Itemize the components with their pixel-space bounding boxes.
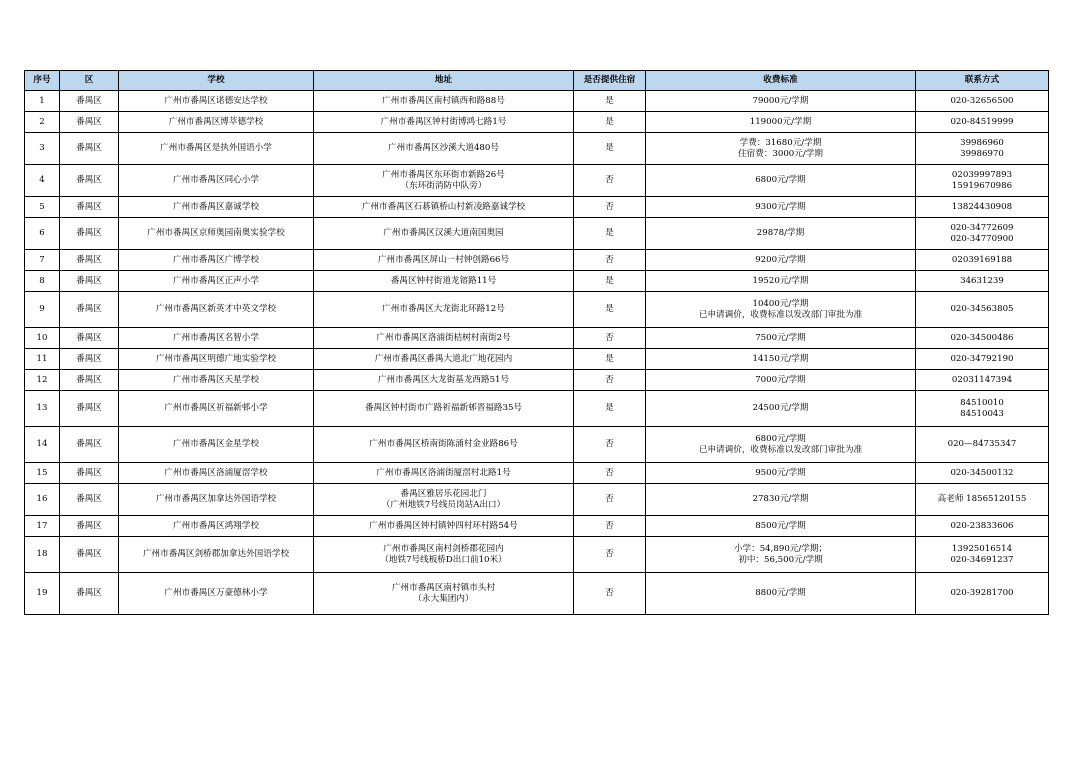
cell-school-line: 广州市番禺区同心小学 (173, 175, 259, 185)
cell-school-line: 广州市番禺区鸿翔学校 (173, 520, 259, 531)
cell-boarding: 是 (574, 91, 646, 112)
cell-address-line: 广州市番禺区屏山一村钟创路66号 (377, 254, 510, 265)
cell-district: 番禺区 (60, 292, 119, 328)
cell-address-line: 广州市番禺区南村剑桥郡花园内 (383, 543, 504, 554)
cell-boarding: 是 (574, 218, 646, 250)
school-fee-table (24, 70, 1049, 615)
cell-school (119, 349, 314, 370)
cell-district: 番禺区 (60, 349, 119, 370)
cell-contact-line: 020—84735347 (947, 439, 1017, 449)
cell-contact (916, 91, 1049, 112)
cell-boarding: 是 (574, 292, 646, 328)
cell-contact-line: 020-34500486 (950, 332, 1014, 343)
cell-address-line: 广州市番禺区石碁镇桥山村新凌路嘉诚学校 (361, 201, 526, 212)
cell-contact-line: 020-23833606 (950, 520, 1014, 531)
cell-fee-line: 6800元/学期 (755, 433, 806, 444)
cell-school (119, 112, 314, 133)
cell-fee-line: 19520元/学期 (752, 275, 809, 286)
cell-address (314, 112, 574, 133)
cell-no: 19 (25, 573, 60, 615)
cell-address (314, 91, 574, 112)
cell-address (314, 427, 574, 463)
cell-address (314, 463, 574, 484)
cell-no: 10 (25, 328, 60, 349)
cell-fee-line: 已申请调价，收费标准以发改部门审批为准 (698, 444, 863, 455)
cell-address-line: 广州市番禺区桥南街陈涌村金业路86号 (369, 439, 518, 449)
cell-district: 番禺区 (60, 271, 119, 292)
cell-school (119, 133, 314, 165)
cell-contact (916, 573, 1049, 615)
table-body (25, 91, 1049, 615)
header-fee: 收费标准 (646, 71, 916, 91)
cell-boarding: 否 (574, 370, 646, 391)
table-row (25, 370, 1049, 391)
cell-boarding: 否 (574, 328, 646, 349)
cell-no: 16 (25, 484, 60, 516)
cell-school-line: 广州市番禺区京师奥园南奥实验学校 (147, 228, 285, 238)
cell-school (119, 250, 314, 271)
cell-boarding: 否 (574, 516, 646, 537)
cell-address (314, 165, 574, 197)
cell-boarding: 否 (574, 427, 646, 463)
cell-contact-line: 13925016514 (951, 543, 1013, 554)
cell-district: 番禺区 (60, 484, 119, 516)
table-row (25, 349, 1049, 370)
cell-contact-line: 020-34691237 (950, 554, 1014, 565)
cell-contact-line: 020-34772609 (950, 222, 1014, 233)
cell-school (119, 537, 314, 573)
cell-address (314, 218, 574, 250)
cell-contact (916, 112, 1049, 133)
cell-no: 7 (25, 250, 60, 271)
header-address: 地址 (314, 71, 574, 91)
cell-address (314, 573, 574, 615)
table-row (25, 271, 1049, 292)
cell-address-line: 广州市番禺区番禺大道北广地花园内 (374, 353, 513, 364)
cell-district: 番禺区 (60, 463, 119, 484)
cell-school (119, 328, 314, 349)
cell-address-line: 广州市番禺区钟村街博鸿七路1号 (380, 116, 507, 127)
cell-address-line: 番禺区雅居乐花园北门 (400, 488, 487, 499)
cell-address-line: 广州市番禺区大龙街基龙西路51号 (377, 374, 510, 385)
cell-school (119, 427, 314, 463)
cell-no: 4 (25, 165, 60, 197)
cell-contact (916, 292, 1049, 328)
cell-district: 番禺区 (60, 197, 119, 218)
cell-no: 2 (25, 112, 60, 133)
cell-contact (916, 537, 1049, 573)
cell-address (314, 537, 574, 573)
cell-fee (646, 328, 916, 349)
cell-contact-line: 84510010 (960, 397, 1004, 408)
cell-school-line: 广州市番禺区名智小学 (173, 332, 259, 343)
cell-boarding: 是 (574, 349, 646, 370)
cell-address (314, 133, 574, 165)
cell-address-line: 广州市番禺区洛浦街桔树村南街2号 (376, 332, 511, 343)
cell-fee-line: 小学：54,890元/学期； (733, 543, 828, 554)
cell-boarding: 否 (574, 250, 646, 271)
cell-school-line: 广州市番禺区诺德安达学校 (164, 95, 268, 106)
cell-contact (916, 463, 1049, 484)
cell-contact (916, 391, 1049, 427)
cell-fee-line: 27830元/学期 (752, 494, 809, 504)
cell-fee-line: 9500元/学期 (755, 467, 806, 478)
cell-no: 14 (25, 427, 60, 463)
cell-fee-line: 学费：31680元/学期 (739, 137, 822, 148)
header-contact: 联系方式 (916, 71, 1049, 91)
cell-address (314, 370, 574, 391)
cell-school-line: 广州市番禺区金星学校 (173, 439, 259, 449)
cell-address-line: （广州地铁7号线员岗站A出口） (381, 499, 506, 510)
cell-fee-line: 8500元/学期 (755, 520, 806, 531)
cell-district: 番禺区 (60, 427, 119, 463)
cell-contact (916, 271, 1049, 292)
cell-address (314, 250, 574, 271)
cell-address-line: 番禺区钟村街道龙镕路11号 (390, 275, 497, 286)
cell-fee-line: 住宿费：3000元/学期 (738, 148, 823, 159)
cell-fee (646, 516, 916, 537)
cell-fee-line: 9300元/学期 (755, 201, 806, 212)
cell-district: 番禺区 (60, 133, 119, 165)
cell-no: 6 (25, 218, 60, 250)
header-no: 序号 (25, 71, 60, 91)
cell-no: 11 (25, 349, 60, 370)
cell-address-line: 广州市番禺区洛浦街厦滘村北路1号 (376, 467, 511, 478)
cell-address (314, 349, 574, 370)
cell-address (314, 197, 574, 218)
cell-boarding: 否 (574, 573, 646, 615)
cell-no: 13 (25, 391, 60, 427)
cell-district: 番禺区 (60, 328, 119, 349)
cell-district: 番禺区 (60, 391, 119, 427)
header-boarding: 是否提供住宿 (574, 71, 646, 91)
cell-address-line: 广州市番禺区钟村镇钟四村环村路54号 (369, 520, 518, 531)
cell-contact (916, 484, 1049, 516)
cell-fee (646, 112, 916, 133)
cell-school-line: 广州市番禺区明德广地实验学校 (155, 353, 277, 364)
table-row (25, 484, 1049, 516)
table-row (25, 328, 1049, 349)
cell-contact-line: 13824430908 (951, 201, 1013, 212)
cell-school (119, 370, 314, 391)
cell-address-line: 广州市番禺区东环街市新路26号 (382, 169, 505, 180)
cell-address (314, 516, 574, 537)
cell-contact-line: 02039997893 (951, 169, 1013, 180)
cell-no: 8 (25, 271, 60, 292)
cell-school-line: 广州市番禺区祈福新邨小学 (164, 403, 268, 413)
cell-contact-line: 39986960 (960, 137, 1004, 148)
cell-fee-line: 7500元/学期 (755, 332, 806, 343)
cell-fee-line: 8800元/学期 (755, 588, 806, 598)
cell-contact (916, 328, 1049, 349)
cell-school (119, 91, 314, 112)
header-row (25, 71, 1049, 91)
cell-address (314, 391, 574, 427)
cell-address (314, 271, 574, 292)
cell-fee-line: 79000元/学期 (752, 95, 809, 106)
cell-address-line: （地铁7号线板桥D出口前10米） (380, 554, 507, 565)
cell-no: 18 (25, 537, 60, 573)
cell-fee (646, 271, 916, 292)
cell-contact-line: 84510043 (960, 408, 1004, 419)
cell-fee-line: 29878/学期 (756, 228, 805, 238)
cell-school (119, 516, 314, 537)
cell-school-line: 广州市番禺区广博学校 (173, 254, 259, 265)
cell-contact-line: 02031147394 (951, 374, 1013, 385)
cell-school-line: 广州市番禺区洛浦厦滘学校 (164, 467, 268, 478)
table-row (25, 250, 1049, 271)
cell-address-line: （永大集团内） (413, 593, 474, 604)
cell-school-line: 广州市番禺区天星学校 (173, 374, 259, 385)
cell-contact (916, 516, 1049, 537)
table-row (25, 463, 1049, 484)
cell-address (314, 484, 574, 516)
cell-district: 番禺区 (60, 250, 119, 271)
cell-address-line: 广州市番禺区沙溪大道480号 (388, 143, 499, 153)
cell-fee (646, 91, 916, 112)
cell-school-line: 广州市番禺区加拿达外国语学校 (155, 494, 277, 504)
cell-fee-line: 已申请调价，收费标准以发改部门审批为准 (698, 309, 863, 320)
cell-fee (646, 165, 916, 197)
cell-fee-line: 7000元/学期 (755, 374, 806, 385)
cell-no: 15 (25, 463, 60, 484)
cell-address (314, 328, 574, 349)
cell-no: 5 (25, 197, 60, 218)
cell-fee-line: 初中：56,500元/学期 (738, 554, 823, 565)
table-row (25, 218, 1049, 250)
cell-fee-line: 9200元/学期 (755, 254, 806, 265)
cell-fee-line: 6800元/学期 (755, 175, 806, 185)
cell-contact-line: 020-34563805 (950, 304, 1014, 314)
header-district: 区 (60, 71, 119, 91)
cell-school (119, 218, 314, 250)
cell-no: 1 (25, 91, 60, 112)
cell-address-line: （东环街消防中队旁） (400, 180, 487, 191)
cell-no: 9 (25, 292, 60, 328)
cell-boarding: 否 (574, 484, 646, 516)
cell-fee (646, 197, 916, 218)
cell-contact-line: 020-34770900 (950, 233, 1014, 244)
cell-contact (916, 218, 1049, 250)
cell-district: 番禺区 (60, 112, 119, 133)
cell-contact-line: 39986970 (960, 148, 1004, 159)
cell-school (119, 197, 314, 218)
cell-school-line: 广州市番禺区新英才中英文学校 (155, 304, 277, 314)
cell-fee-line: 10400元/学期 (752, 298, 809, 309)
table-row (25, 537, 1049, 573)
header-school: 学校 (119, 71, 314, 91)
cell-contact (916, 197, 1049, 218)
cell-contact-line: 02039169188 (951, 254, 1013, 265)
cell-school (119, 165, 314, 197)
cell-fee (646, 391, 916, 427)
cell-address-line: 广州市番禺区南村镇市头村 (391, 582, 496, 593)
cell-boarding: 否 (574, 197, 646, 218)
cell-fee (646, 133, 916, 165)
table-row (25, 112, 1049, 133)
cell-district: 番禺区 (60, 370, 119, 391)
cell-contact-line: 020-34500132 (950, 467, 1014, 478)
cell-contact-line: 020-84519999 (950, 116, 1014, 127)
cell-contact (916, 250, 1049, 271)
cell-address-line: 番禺区钟村街市广路祈福新邨晋福路35号 (364, 403, 523, 413)
cell-school (119, 573, 314, 615)
cell-contact (916, 427, 1049, 463)
cell-no: 12 (25, 370, 60, 391)
table-row (25, 91, 1049, 112)
cell-boarding: 是 (574, 112, 646, 133)
cell-district: 番禺区 (60, 537, 119, 573)
cell-boarding: 是 (574, 133, 646, 165)
cell-district: 番禺区 (60, 218, 119, 250)
cell-contact-line: 34631239 (960, 275, 1004, 286)
cell-school (119, 463, 314, 484)
cell-contact (916, 165, 1049, 197)
cell-school-line: 广州市番禺区剑桥郡加拿达外国语学校 (142, 549, 290, 559)
cell-school (119, 391, 314, 427)
table-row (25, 133, 1049, 165)
cell-contact-line: 高老师 18565120155 (937, 494, 1027, 504)
cell-contact-line: 020-34792190 (950, 353, 1014, 364)
table-row (25, 391, 1049, 427)
cell-fee-line: 14150元/学期 (752, 353, 809, 364)
cell-address-line: 广州市番禺区南村镇西和路88号 (382, 95, 505, 106)
cell-contact-line: 020-39281700 (950, 588, 1014, 598)
cell-boarding: 否 (574, 165, 646, 197)
cell-school-line: 广州市番禺区嘉诚学校 (173, 201, 259, 212)
cell-district: 番禺区 (60, 91, 119, 112)
cell-district: 番禺区 (60, 516, 119, 537)
cell-school-line: 广州市番禺区正声小学 (173, 275, 259, 286)
cell-fee-line: 119000元/学期 (749, 116, 812, 127)
cell-address (314, 292, 574, 328)
cell-school-line: 广州市番禺区万豪德林小学 (164, 588, 268, 598)
cell-school (119, 271, 314, 292)
table-row (25, 292, 1049, 328)
cell-fee (646, 484, 916, 516)
table-row (25, 516, 1049, 537)
cell-fee (646, 537, 916, 573)
cell-fee (646, 370, 916, 391)
cell-contact (916, 133, 1049, 165)
cell-boarding: 是 (574, 391, 646, 427)
cell-district: 番禺区 (60, 165, 119, 197)
cell-fee-line: 24500元/学期 (752, 403, 809, 413)
cell-district: 番禺区 (60, 573, 119, 615)
table-row (25, 573, 1049, 615)
table-row (25, 427, 1049, 463)
cell-school (119, 292, 314, 328)
cell-fee (646, 573, 916, 615)
cell-boarding: 否 (574, 463, 646, 484)
cell-contact-line: 15919670986 (951, 180, 1013, 191)
cell-contact (916, 349, 1049, 370)
cell-contact (916, 370, 1049, 391)
cell-no: 17 (25, 516, 60, 537)
cell-contact-line: 020-32656500 (950, 95, 1014, 106)
table-row (25, 165, 1049, 197)
table-row (25, 197, 1049, 218)
cell-boarding: 是 (574, 271, 646, 292)
cell-fee (646, 463, 916, 484)
cell-school (119, 484, 314, 516)
cell-fee (646, 349, 916, 370)
cell-no: 3 (25, 133, 60, 165)
cell-boarding: 否 (574, 537, 646, 573)
cell-school-line: 广州市番禺区是执外国语小学 (160, 143, 272, 153)
cell-fee (646, 218, 916, 250)
cell-fee (646, 250, 916, 271)
cell-address-line: 广州市番禺区大龙街北环路12号 (382, 304, 505, 314)
cell-fee (646, 427, 916, 463)
cell-fee (646, 292, 916, 328)
cell-school-line: 广州市番禺区博萃德学校 (168, 116, 264, 127)
cell-address-line: 广州市番禺区汉溪大道南国奥园 (383, 228, 504, 238)
